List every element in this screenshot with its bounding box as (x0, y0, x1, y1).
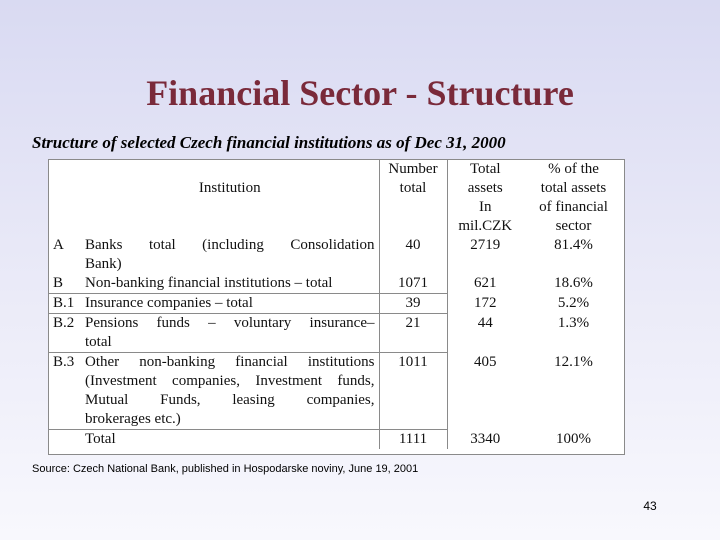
row-assets: 2719 (470, 237, 501, 253)
row-percent: 81.4% (554, 237, 593, 253)
total-number: 1111 (379, 430, 447, 450)
slide-title: Financial Sector - Structure (146, 73, 574, 113)
page-number: 43 (643, 499, 657, 513)
source-note: Source: Czech National Bank, published in Hospodarske noviny, June 19, 2001 (32, 463, 419, 475)
header-number-total: Number total (379, 160, 447, 236)
row-number: 1071 (379, 274, 447, 294)
row-institution: Pensions funds – voluntary insurance– total (81, 314, 379, 353)
row-percent: 18.6% (554, 275, 593, 291)
row-institution: Insurance companies – total (81, 294, 379, 314)
row-code: B (53, 275, 64, 291)
row-assets: 621 (474, 275, 497, 291)
row-number: 39 (379, 294, 447, 314)
header-total-assets: Total assets In mil.CZK (458, 161, 513, 234)
row-institution: Other non-banking financial institutions (Investment companies, Investment funds, Mutual Funds, leasing companies, brokerages etc.) (81, 353, 379, 430)
table-row (49, 314, 624, 353)
table-total-row (49, 430, 624, 450)
row-number: 21 (379, 314, 447, 353)
total-percent: 100% (556, 430, 591, 447)
table-row (49, 353, 624, 430)
header-institution: Institution (81, 160, 379, 236)
row-code: A (53, 237, 64, 253)
total-label: Total (81, 430, 379, 450)
row-assets: 405 (474, 353, 497, 370)
row-code: B.2 (49, 314, 81, 353)
row-number: 1011 (379, 353, 447, 430)
row-percent: 12.1% (554, 353, 593, 370)
row-percent: 1.3% (557, 314, 590, 331)
row-code: B.3 (49, 353, 81, 430)
row-assets: 44 (477, 314, 493, 331)
table-row (49, 294, 624, 314)
institutions-table (48, 159, 625, 455)
table-header-row (49, 160, 624, 236)
total-assets: 3340 (470, 430, 501, 447)
row-percent: 5.2% (557, 294, 590, 311)
row-institution: Non-banking financial institutions – total (81, 274, 379, 294)
header-percent-assets: % of the total assets of financial sector (539, 161, 608, 234)
row-assets: 172 (474, 294, 497, 311)
table-row (49, 274, 624, 294)
table-row (49, 236, 624, 274)
table-caption: Structure of selected Czech financial institutions as of Dec 31, 2000 (32, 133, 506, 152)
row-institution: Banks total (including Consolidation Bank) (81, 236, 379, 274)
row-number: 40 (379, 236, 447, 274)
row-code: B.1 (49, 294, 81, 314)
